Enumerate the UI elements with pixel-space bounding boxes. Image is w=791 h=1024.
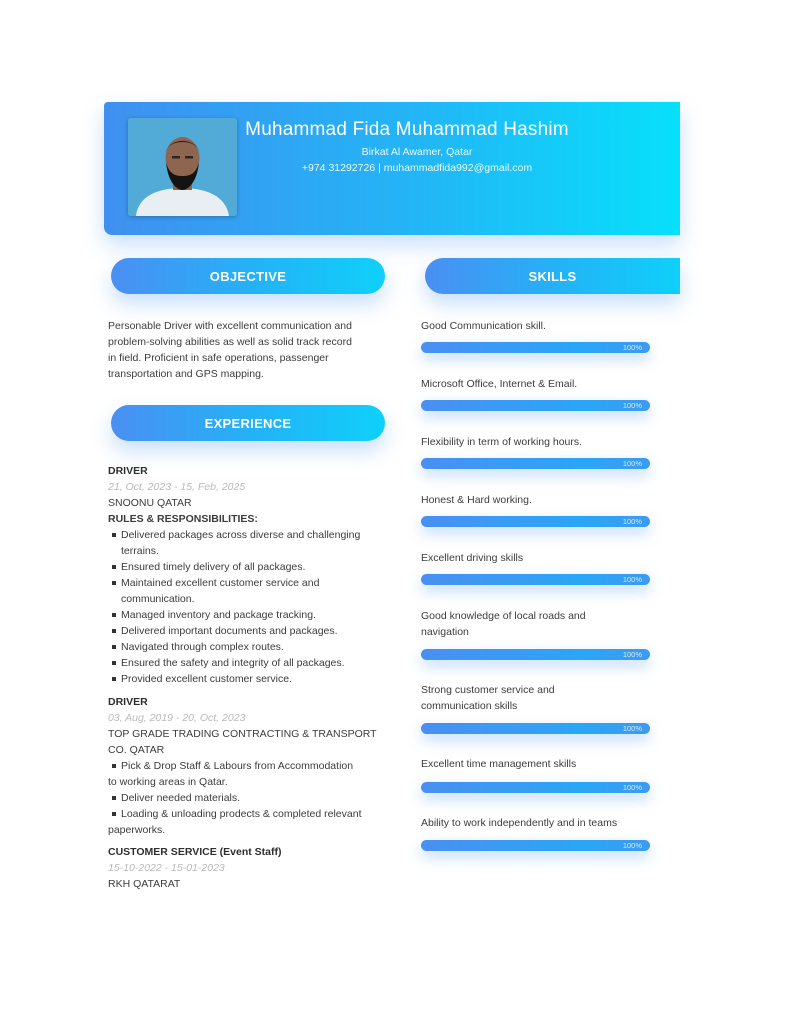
- skill-label: Flexibility in term of working hours.: [421, 436, 583, 448]
- list-item: Delivered important documents and packages.: [108, 623, 400, 639]
- skill-label: Excellent time management skills: [421, 758, 577, 770]
- objective-line: transportation and GPS mapping.: [108, 368, 264, 380]
- skills-heading: SKILLS: [425, 258, 680, 294]
- list-item: Maintained excellent customer service and communication.: [108, 575, 400, 607]
- skill-label: Excellent driving skills: [421, 552, 524, 564]
- job-title: CUSTOMER SERVICE (Event Staff): [108, 846, 282, 858]
- skill-bar: [421, 516, 650, 527]
- skill-bar: [421, 649, 650, 660]
- skill-level: 100%: [622, 650, 642, 659]
- skill-level: 100%: [622, 575, 642, 584]
- list-item: Ensured the safety and integrity of all packages.: [108, 655, 400, 671]
- experience-entry: [108, 694, 400, 838]
- job-company: SNOONU QATAR: [108, 497, 192, 509]
- skill-label: Honest & Hard working.: [421, 494, 532, 506]
- skill-label: Microsoft Office, Internet & Email.: [421, 378, 578, 390]
- experience-heading: EXPERIENCE: [111, 405, 385, 441]
- job-title: DRIVER: [108, 696, 148, 708]
- candidate-contact: +974 31292726 | muhammadfida992@gmail.com: [301, 162, 533, 174]
- skill-label: Strong customer service and communication skills: [421, 684, 555, 712]
- skill-level: 100%: [622, 459, 642, 468]
- list-item: Provided excellent customer service.: [108, 671, 400, 687]
- candidate-address: Birkat Al Awamer, Qatar: [361, 146, 473, 158]
- skill-label: Good Communication skill.: [421, 320, 546, 332]
- skill-level: 100%: [622, 724, 642, 733]
- job-dates: 15-10-2022 - 15-01-2023: [108, 862, 225, 874]
- list-item: Managed inventory and package tracking.: [108, 607, 400, 623]
- job-dates: 03, Aug, 2019 - 20, Oct, 2023: [108, 712, 246, 724]
- list-item: Navigated through complex routes.: [108, 639, 400, 655]
- person-portrait-icon: [128, 118, 237, 216]
- job-dates: 21, Oct, 2023 - 15, Feb, 2025: [108, 481, 246, 493]
- responsibilities-title: RULES & RESPONSIBILITIES:: [108, 513, 258, 525]
- skill-bar: [421, 840, 650, 851]
- list-item: Loading & unloading prodects & completed relevant paperworks.: [108, 806, 400, 838]
- job-company: RKH QATARAT: [108, 878, 181, 890]
- skill-level: 100%: [622, 343, 642, 352]
- skill-level: 100%: [622, 401, 642, 410]
- list-item: Ensured timely delivery of all packages.: [108, 559, 400, 575]
- skill-label: Good knowledge of local roads and navigation: [421, 610, 586, 638]
- job-company: CO. QATAR: [108, 744, 165, 756]
- skill-level: 100%: [622, 517, 642, 526]
- list-item: Delivered packages across diverse and challenging terrains.: [108, 527, 400, 559]
- list-item: Deliver needed materials.: [108, 790, 400, 806]
- job-company: TOP GRADE TRADING CONTRACTING & TRANSPORT: [108, 728, 377, 740]
- skill-level: 100%: [622, 783, 642, 792]
- objective-line: Personable Driver with excellent communication and: [108, 320, 352, 332]
- responsibilities-list: [108, 758, 400, 838]
- skill-level: 100%: [622, 841, 642, 850]
- objective-heading: OBJECTIVE: [111, 258, 385, 294]
- experience-entry: [108, 463, 400, 687]
- objective-text: [108, 318, 390, 382]
- candidate-name: Muhammad Fida Muhammad Hashim: [245, 119, 569, 140]
- skill-bar: [421, 342, 650, 353]
- list-item: Pick & Drop Staff & Labours from Accommodation to working areas in Qatar.: [108, 758, 400, 790]
- skill-bar: [421, 723, 650, 734]
- skill-label: Ability to work independently and in teams: [421, 817, 618, 829]
- objective-line: in field. Proficient in safe operations, passenger: [108, 352, 329, 364]
- skill-bar: [421, 574, 650, 585]
- skill-bar: [421, 400, 650, 411]
- experience-entry: [108, 844, 400, 892]
- responsibilities-list: [108, 527, 400, 687]
- skill-bar: [421, 458, 650, 469]
- skill-bar: [421, 782, 650, 793]
- resume-header: [104, 102, 680, 235]
- profile-photo: [128, 118, 237, 216]
- job-title: DRIVER: [108, 465, 148, 477]
- objective-line: problem-solving abilities as well as solid track record: [108, 336, 352, 348]
